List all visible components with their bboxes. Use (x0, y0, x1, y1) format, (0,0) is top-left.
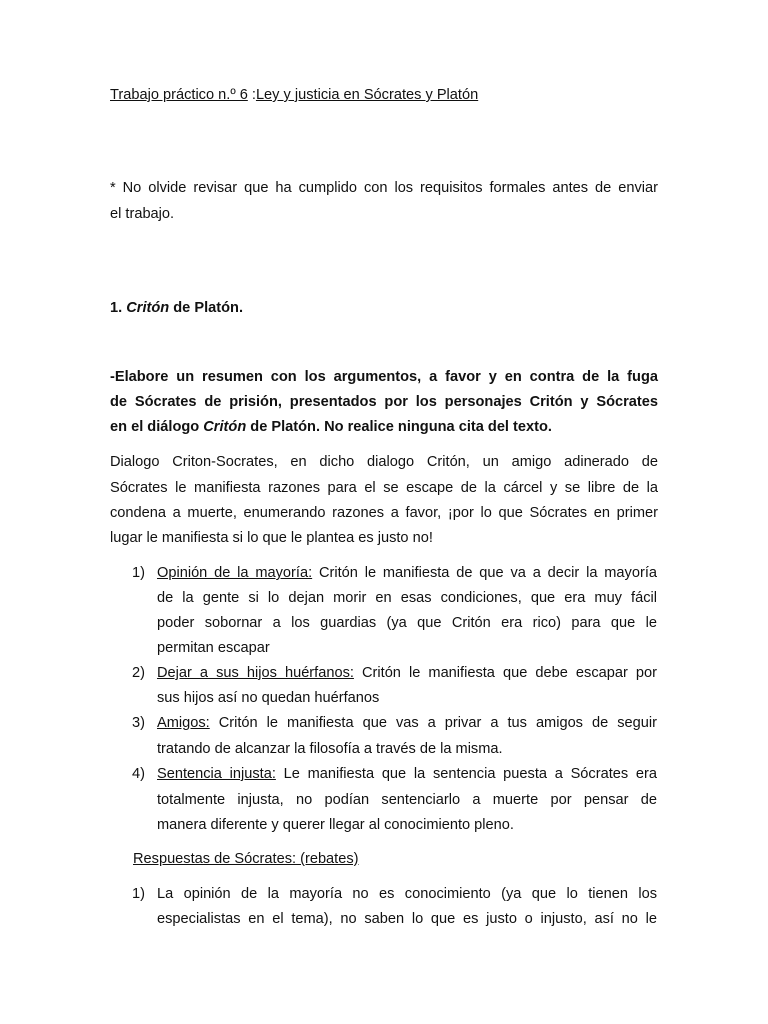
argument-2-line-2: sus hijos así no quedan huérfanos (157, 690, 380, 706)
argument-title: Dejar a sus hijos huérfanos: (157, 665, 354, 681)
argument-number: 1) (132, 565, 145, 581)
assignment-number: Trabajo práctico n.º 6 (110, 87, 248, 103)
argument-number: 4) (132, 766, 145, 782)
note-line-2: el trabajo. (110, 206, 175, 222)
argument-4-line-1 (157, 762, 657, 787)
section-author: de Platón. (173, 300, 243, 316)
argument-3-line-1 (157, 711, 657, 736)
argument-title: Sentencia injusta: (157, 766, 276, 782)
argument-1-line-4: permitan escapar (157, 640, 270, 656)
header-separator: : (247, 87, 256, 103)
responses-heading: Respuestas de Sócrates: (rebates) (133, 851, 359, 867)
instruction-text-end: de Platón. No realice ninguna cita del texto. (250, 419, 552, 435)
section-work-title: Critón (126, 300, 170, 316)
instruction-line-3 (110, 415, 658, 440)
response-1-line-1: La opinión de la mayoría no es conocimiento (ya que lo tienen los (157, 886, 657, 902)
response-1-line-2: especialistas en el tema), no saben lo que es justo o injusto, así no le (157, 911, 657, 927)
instruction-line-1: -Elabore un resumen con los argumentos, a favor y en contra de la fuga (110, 369, 658, 385)
section-number: 1. (110, 300, 123, 316)
argument-4-line-3: manera diferente y querer llegar al conocimiento pleno. (157, 817, 514, 833)
intro-line-2: Sócrates le manifiesta razones para el se escape de la cárcel y se libre de la (110, 480, 658, 496)
instruction-line-2: de Sócrates de prisión, presentados por los personajes Critón y Sócrates (110, 394, 658, 410)
argument-2-line-1 (157, 661, 657, 686)
argument-title: Opinión de la mayoría: (157, 565, 313, 581)
argument-text: Critón le manifiesta de que va a decir la mayoría (312, 565, 657, 581)
section-heading (110, 296, 658, 321)
document-header (110, 83, 658, 108)
argument-text: Critón le manifiesta que vas a privar a tus amigos de seguir (209, 715, 657, 731)
argument-4-line-2: totalmente injusta, no podían sentenciarlo a muerte por pensar de (157, 792, 657, 808)
argument-number: 2) (132, 665, 145, 681)
argument-1-line-2: de la gente si lo dejan morir en esas condiciones, que era muy fácil (157, 590, 657, 606)
intro-line-4: lugar le manifiesta si lo que le plantea es justo no! (110, 530, 433, 546)
argument-title: Amigos: (157, 715, 210, 731)
instruction-work-title: Critón (203, 419, 247, 435)
argument-1-line-1 (157, 561, 657, 586)
argument-text: Critón le manifiesta que debe escapar por (353, 665, 657, 681)
instruction-text: en el diálogo (110, 419, 200, 435)
intro-line-3: condena a muerte, enumerando razones a favor, ¡por lo que Sócrates en primer (110, 505, 658, 521)
argument-3-line-2: tratando de alcanzar la filosofía a través de la misma. (157, 741, 503, 757)
argument-text: Le manifiesta que la sentencia puesta a Sócrates era (275, 766, 657, 782)
assignment-topic: Ley y justicia en Sócrates y Platón (255, 87, 479, 103)
argument-number: 3) (132, 715, 145, 731)
response-number: 1) (132, 886, 145, 902)
note-line-1: * No olvide revisar que ha cumplido con los requisitos formales antes de enviar (110, 180, 658, 196)
intro-line-1: Dialogo Criton-Socrates, en dicho dialogo Critón, un amigo adinerado de (110, 454, 658, 470)
argument-1-line-3: poder sobornar a los guardias (ya que Critón era rico) para que le (157, 615, 657, 631)
